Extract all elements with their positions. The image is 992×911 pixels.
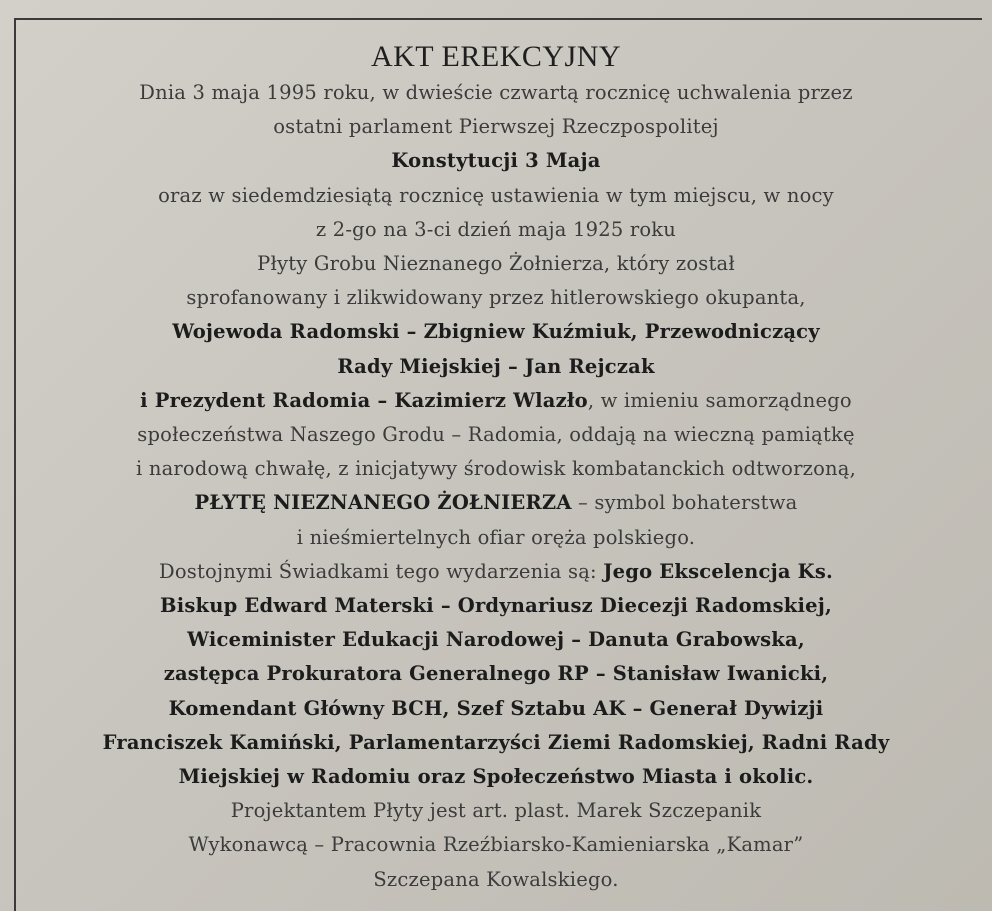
text-line xyxy=(20,384,972,418)
text-line: Płyty Grobu Nieznanego Żołnierza, który został xyxy=(257,252,735,276)
text-line: Franciszek Kamiński, Parlamentarzyści Ziemi Radomskiej, Radni Rady xyxy=(102,730,890,754)
text-line: Wiceminister Edukacji Narodowej – Danuta Grabowska, xyxy=(187,628,805,652)
text-line: Biskup Edward Materski – Ordynariusz Diecezji Radomskiej, xyxy=(160,594,832,618)
text-bold: PŁYTĘ NIEZNANEGO ŻOŁNIERZA xyxy=(194,491,572,515)
text-line: Rady Miejskiej – Jan Rejczak xyxy=(337,354,655,378)
text-regular: – symbol bohaterstwa xyxy=(571,491,798,515)
text-line: i narodową chwałę, z inicjatywy środowisk kombatanckich odtworzoną, xyxy=(135,457,856,481)
text-line: Wykonawcą – Pracownia Rzeźbiarsko-Kamieniarska „Kamar” xyxy=(188,833,804,857)
text-line: Szczepana Kowalskiego. xyxy=(373,867,619,891)
text-regular: , w imieniu samorządnego xyxy=(587,388,852,412)
text-line: Komendant Główny BCH, Szef Sztabu AK – Generał Dywizji xyxy=(168,696,824,720)
text-line xyxy=(20,486,972,520)
document-body xyxy=(20,40,972,897)
text-line: Dnia 3 maja 1995 roku, w dwieście czwartą rocznicę uchwalenia przez xyxy=(139,81,853,104)
text-line: i nieśmiertelnych ofiar oręża polskiego. xyxy=(296,525,696,549)
text-line: sprofanowany i zlikwidowany przez hitlerowskiego okupanta, xyxy=(186,286,806,310)
text-line xyxy=(20,555,972,589)
text-line: zastępca Prokuratora Generalnego RP – Stanisław Iwanicki, xyxy=(163,662,829,686)
text-line: Wojewoda Radomski – Zbigniew Kuźmiuk, Przewodniczący xyxy=(172,320,820,344)
text-line: z 2-go na 3-ci dzień maja 1925 roku xyxy=(315,217,677,241)
text-regular: Dostojnymi Świadkami tego wydarzenia są: xyxy=(158,559,604,583)
text-line: Konstytucji 3 Maja xyxy=(391,149,601,173)
text-line: Miejskiej w Radomiu oraz Społeczeństwo Miasta i okolic. xyxy=(178,765,814,789)
document-title: AKT EREKCYJNY xyxy=(370,40,622,73)
text-line: Projektantem Płyty jest art. plast. Marek Szczepanik xyxy=(230,799,762,823)
text-bold: i Prezydent Radomia – Kazimierz Wlazło xyxy=(140,388,588,412)
text-line: ostatni parlament Pierwszej Rzeczpospolitej xyxy=(273,115,719,139)
text-line: społeczeństwa Naszego Grodu – Radomia, oddają na wieczną pamiątkę xyxy=(137,423,855,447)
text-line: oraz w siedemdziesiątą rocznicę ustawienia w tym miejscu, w nocy xyxy=(158,183,834,207)
text-bold: Jego Ekscelencja Ks. xyxy=(603,559,833,583)
